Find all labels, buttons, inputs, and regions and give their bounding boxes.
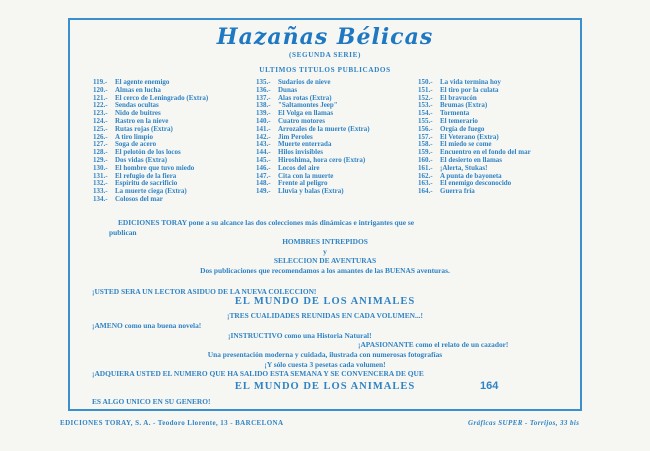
titles-column-3	[418, 79, 531, 196]
ad-line-1: ¡USTED SERA UN LECTOR ASIDUO DE LA NUEVA COLECCION!	[92, 287, 317, 296]
title-name: El Volga en llamas	[278, 109, 334, 118]
title-number: 122.-	[93, 101, 108, 110]
title-number: 140.-	[256, 116, 271, 125]
ad-line-4: ¡INSTRUCTIVO como una Historia Natural!	[228, 331, 372, 340]
title-name: El miedo se come	[440, 140, 492, 149]
titles-column-1	[93, 79, 208, 204]
title-entry	[418, 102, 531, 110]
title-number: 120.-	[93, 85, 108, 94]
title-name: La muerte ciega (Extra)	[115, 187, 187, 196]
ad-title-1: EL MUNDO DE LOS ANIMALES	[234, 296, 416, 307]
title-name: El tiro por la culata	[440, 85, 499, 94]
title-name: El enemigo desconocido	[440, 179, 512, 188]
title-name: Orgía de fuego	[440, 124, 485, 133]
title-entry	[256, 188, 370, 196]
title-name: El desierto en llamas	[440, 155, 503, 164]
title-name: Almas en lucha	[115, 85, 161, 94]
title-number: 127.-	[93, 140, 108, 149]
title-number: 164.-	[418, 187, 433, 196]
title-number: 123.-	[93, 109, 108, 118]
title-name: Dunas	[278, 85, 298, 94]
title-name: Tormenta	[440, 109, 470, 118]
title-number: 121.-	[93, 93, 108, 102]
title-number: 133.-	[93, 187, 108, 196]
page-number: 164	[480, 380, 499, 392]
title-name: Alas rotas (Extra)	[278, 93, 332, 102]
title-name: ¡Alerta, Stukas!	[440, 163, 488, 172]
titles-column-2	[256, 79, 370, 196]
title-number: 134.-	[93, 194, 108, 203]
title-number: 161.-	[418, 163, 433, 172]
title-name: Soga de acero	[115, 140, 157, 149]
title-number: 139.-	[256, 109, 271, 118]
title-number: 146.-	[256, 163, 271, 172]
ad-line-5: ¡APASIONANTE como el relato de un cazador!	[358, 340, 509, 349]
title-number: 156.-	[418, 124, 433, 133]
title-number: 155.-	[418, 116, 433, 125]
title-name: Espíritu de sacrificio	[115, 179, 178, 188]
title-number: 124.-	[93, 116, 108, 125]
title-name: Sudarios de nieve	[278, 78, 331, 86]
title-number: 144.-	[256, 148, 271, 157]
title-name: A tiro limpio	[115, 132, 153, 141]
title-number: 119.-	[93, 78, 108, 86]
title-number: 145.-	[256, 155, 271, 164]
title-name: A punta de bayoneta	[440, 171, 502, 180]
promo-line-2: publican	[109, 228, 137, 237]
title-name: El cerco de Leningrado (Extra)	[115, 93, 209, 102]
title-number: 157.-	[418, 132, 433, 141]
title-entry	[93, 196, 208, 204]
title-number: 159.-	[418, 148, 433, 157]
title-name: Hiroshima, hora cero (Extra)	[278, 155, 366, 164]
title-number: 148.-	[256, 179, 271, 188]
list-title: ULTIMOS TITULOS PUBLICADOS	[259, 66, 391, 74]
footer-printer: Gráficas SUPER - Torrijos, 33 bis	[468, 419, 580, 427]
title-name: El temerario	[440, 116, 478, 125]
footer-publisher: EDICIONES TORAY, S. A. - Teodoro Llorente, 13 - BARCELONA	[60, 419, 284, 427]
title-name: Arrozales de la muerte (Extra)	[278, 124, 370, 133]
ad-line-7: ¡Y sólo cuesta 3 pesetas cada volumen!	[264, 360, 386, 369]
title-name: Colosos del mar	[115, 194, 163, 203]
title-number: 130.-	[93, 163, 108, 172]
promo-conjunction: y	[323, 247, 327, 256]
title-number: 128.-	[93, 148, 108, 157]
title-name: Nido de buitres	[115, 109, 161, 118]
title-number: 137.-	[256, 93, 271, 102]
title-name: Frente al peligro	[278, 179, 328, 188]
title-number: 152.-	[418, 93, 433, 102]
title-number: 132.-	[93, 179, 108, 188]
title-number: 126.-	[93, 132, 108, 141]
title-number: 141.-	[256, 124, 271, 133]
title-number: 142.-	[256, 132, 271, 141]
title-name: "Saltamontes Jeep"	[278, 101, 338, 110]
ad-line-9: ES ALGO UNICO EN SU GENERO!	[92, 397, 211, 406]
brand-title: Hazañas Bélicas	[216, 24, 434, 50]
title-name: Lluvia y balas (Extra)	[278, 187, 344, 196]
title-number: 149.-	[256, 187, 271, 196]
title-number: 158.-	[418, 140, 433, 149]
series-subtitle: (SEGUNDA SERIE)	[289, 51, 361, 59]
title-name: Encuentro en el fondo del mar	[440, 148, 531, 157]
title-name: Cuatro motores	[278, 116, 325, 125]
title-name: La vida termina hoy	[440, 78, 501, 86]
title-number: 163.-	[418, 179, 433, 188]
promo-line-1: EDICIONES TORAY pone a su alcance las dos colecciones más dinámicas e intrigantes que se	[118, 218, 415, 227]
title-number: 135.-	[256, 78, 271, 86]
title-name: Locos del aire	[278, 163, 320, 172]
title-number: 151.-	[418, 85, 433, 94]
title-name: Rutas rojas (Extra)	[115, 124, 173, 133]
ad-line-8: ¡ADQUIERA USTED EL NUMERO QUE HA SALIDO ESTA SEMANA Y SE CONVENCERA DE QUE	[92, 369, 424, 378]
ad-line-3: ¡AMENO como una buena novela!	[92, 321, 202, 330]
title-name: El bravucón	[440, 93, 477, 102]
collection-seleccion-aventuras: SELECCION DE AVENTURAS	[273, 256, 377, 265]
title-number: 143.-	[256, 140, 271, 149]
title-entry	[256, 79, 370, 87]
title-name: El refugio de la fiera	[115, 171, 177, 180]
title-number: 153.-	[418, 101, 433, 110]
ad-title-2: EL MUNDO DE LOS ANIMALES	[234, 381, 416, 392]
title-number: 129.-	[93, 155, 108, 164]
title-name: Hilos invisibles	[278, 148, 323, 157]
title-number: 154.-	[418, 109, 433, 118]
title-name: El pelotón de los locos	[115, 148, 181, 157]
title-number: 136.-	[256, 85, 271, 94]
title-name: Rastro en la nieve	[115, 116, 169, 125]
title-number: 147.-	[256, 171, 271, 180]
title-name: El agente enemigo	[115, 78, 170, 86]
title-entry	[418, 188, 531, 196]
title-name: Jim Peroles	[278, 132, 313, 141]
title-name: Guerra fría	[440, 187, 475, 196]
title-name: El Veterano (Extra)	[440, 132, 499, 141]
title-name: Dos vidas (Extra)	[115, 155, 168, 164]
ad-line-6: Una presentación moderna y cuidada, ilustrada con numerosas fotografías	[207, 350, 443, 359]
ad-line-2: ¡TRES CUALIDADES REUNIDAS EN CADA VOLUMEN...!	[226, 311, 423, 320]
title-name: Cita con la muerte	[278, 171, 334, 180]
title-number: 160.-	[418, 155, 433, 164]
title-number: 125.-	[93, 124, 108, 133]
title-name: El hombre que tuvo miedo	[115, 163, 195, 172]
title-name: Brumas (Extra)	[440, 101, 488, 110]
title-number: 162.-	[418, 171, 433, 180]
title-number: 138.-	[256, 101, 271, 110]
title-name: Muerte enterrada	[278, 140, 332, 149]
promo-line-3: Dos publicaciones que recomendamos a los amantes de las BUENAS aventuras.	[200, 266, 450, 275]
title-number: 131.-	[93, 171, 108, 180]
collection-hombres-intrepidos: HOMBRES INTREPIDOS	[282, 237, 368, 246]
title-name: Sendas ocultas	[115, 101, 159, 110]
title-number: 150.-	[418, 78, 433, 86]
